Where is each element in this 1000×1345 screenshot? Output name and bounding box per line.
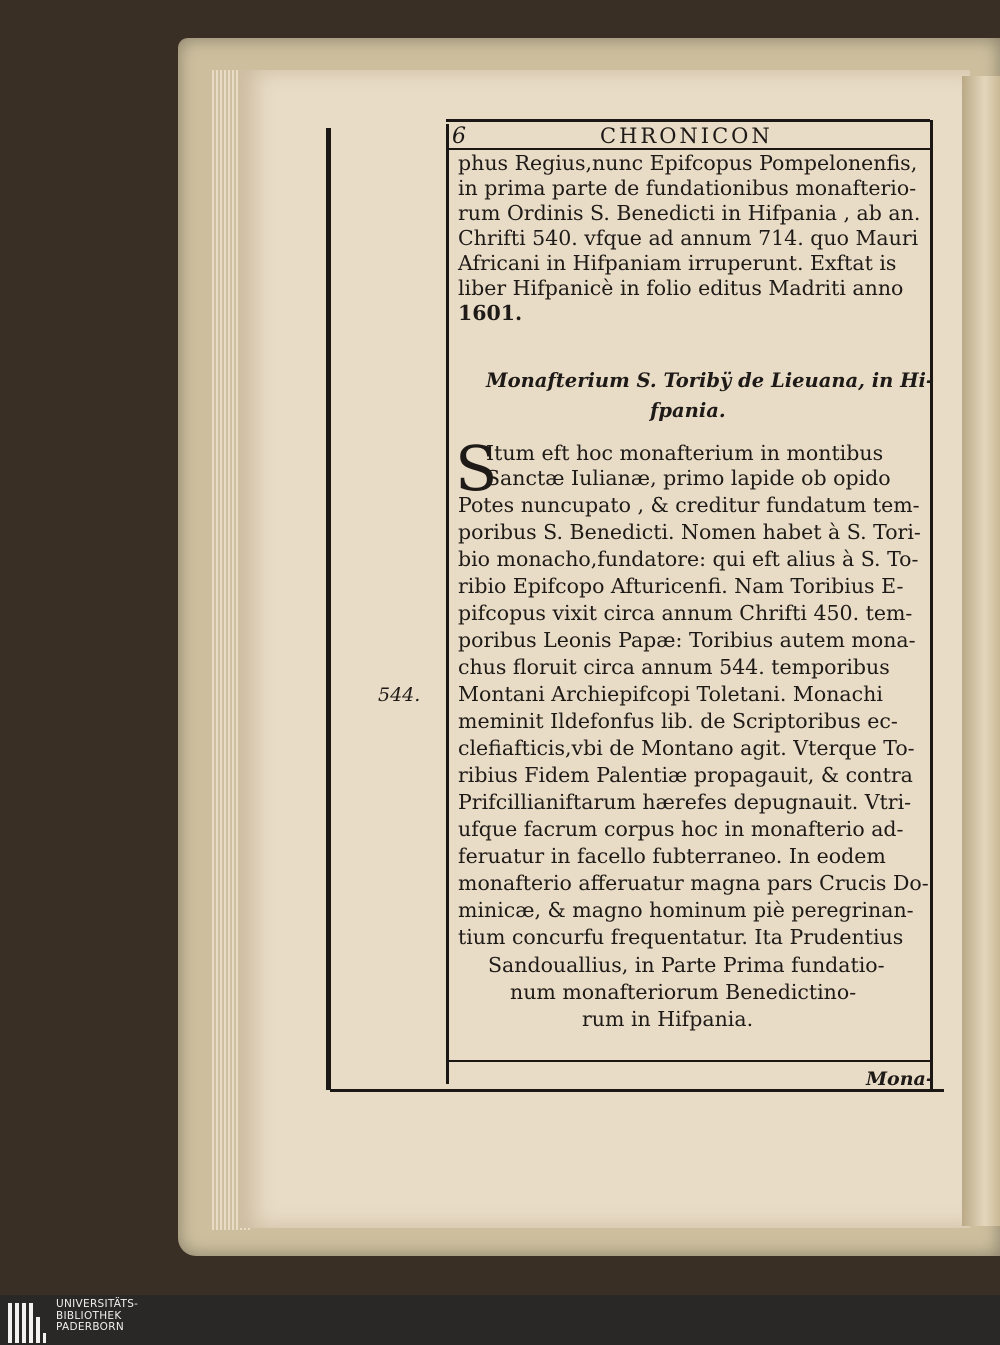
body-line: liber Hifpanicè in folio editus Madriti anno <box>458 276 904 300</box>
body-line: chus floruit circa annum 544. temporibus <box>458 655 890 679</box>
gutter <box>962 76 1000 1226</box>
inner-right-rule <box>930 120 933 1092</box>
body-line: rum Ordinis S. Benedicti in Hifpania , ab an. <box>458 201 921 225</box>
body-line: tium concurfu frequentatur. Ita Prudentius <box>458 925 904 949</box>
body-line: ribio Epifcopo Afturicenfi. Nam Toribius E- <box>458 574 904 598</box>
body-line: pifcopus vixit circa annum Chrifti 450. tem- <box>458 601 913 625</box>
body-line: ribius Fidem Palentiæ propagauit, & contra <box>458 763 913 787</box>
body-line: poribus Leonis Papæ: Toribius autem mona- <box>458 628 916 652</box>
bottom-rule <box>330 1089 944 1092</box>
closing-line: Sandouallius, in Parte Prima fundatio- <box>488 953 885 977</box>
body-line: Prifcillianiftarum hærefes depugnauit. Vtri- <box>458 790 912 814</box>
section-heading: Monafterium S. Toribÿ de Lieuana, in Hi- <box>486 369 935 392</box>
bottom-rule-inner <box>446 1060 932 1062</box>
body-line: meminit Ildefonfus lib. de Scriptoribus ec- <box>458 709 898 733</box>
header-underline <box>446 148 932 150</box>
library-line: PADERBORN <box>56 1321 124 1333</box>
body-line: minicæ, & magno hominum piè peregrinan- <box>458 898 914 922</box>
running-title: CHRONICON <box>600 124 773 148</box>
body-line: poribus S. Benedicti. Nomen habet à S. Tori- <box>458 520 921 544</box>
body-line: clefiafticis,vbi de Montano agit. Vterque To- <box>458 736 915 760</box>
body-line: in prima parte de fundationibus monafterio- <box>458 176 917 200</box>
library-logo-icon <box>8 1297 48 1343</box>
inner-left-rule <box>446 124 449 1084</box>
margin-note: 544. <box>378 684 421 706</box>
library-line: BIBLIOTHEK <box>56 1309 122 1322</box>
closing-line: num monafteriorum Benedictino- <box>510 980 857 1004</box>
closing-line: rum in Hifpania. <box>582 1007 754 1031</box>
library-footer <box>0 1295 1000 1345</box>
left-border-rule <box>326 128 331 1090</box>
body-line: Potes nuncupato , & creditur fundatum tem- <box>458 493 920 517</box>
body-line: monafterio afferuatur magna pars Crucis Do- <box>458 871 929 895</box>
page-number: 6 <box>452 124 466 149</box>
body-line: Montani Archiepifcopi Toletani. Monachi <box>458 682 883 706</box>
catchword: Mona- <box>866 1068 934 1090</box>
section-heading: fpania. <box>650 399 726 422</box>
body-line: bio monacho,fundatore: qui eft alius à S. To- <box>458 547 919 571</box>
body-line: Africani in Hifpaniam irruperunt. Exftat is <box>458 251 897 275</box>
body-line: Chrifti 540. vfque ad annum 714. quo Mauri <box>458 226 919 250</box>
body-line: feruatur in facello fubterraneo. In eodem <box>458 844 886 868</box>
top-rule <box>446 119 930 122</box>
body-line: Sanctæ Iulianæ, primo lapide ob opido <box>486 466 891 490</box>
body-line: 1601. <box>458 301 523 325</box>
library-name <box>56 1299 138 1334</box>
library-line: UNIVERSITÄTS- <box>56 1298 139 1310</box>
drop-cap: S <box>455 432 498 505</box>
body-line: phus Regius,nunc Epifcopus Pompelonenfis, <box>458 151 918 175</box>
body-line: Itum eft hoc monafterium in montibus <box>486 441 884 465</box>
body-line: ufque facrum corpus hoc in monafterio ad- <box>458 817 904 841</box>
